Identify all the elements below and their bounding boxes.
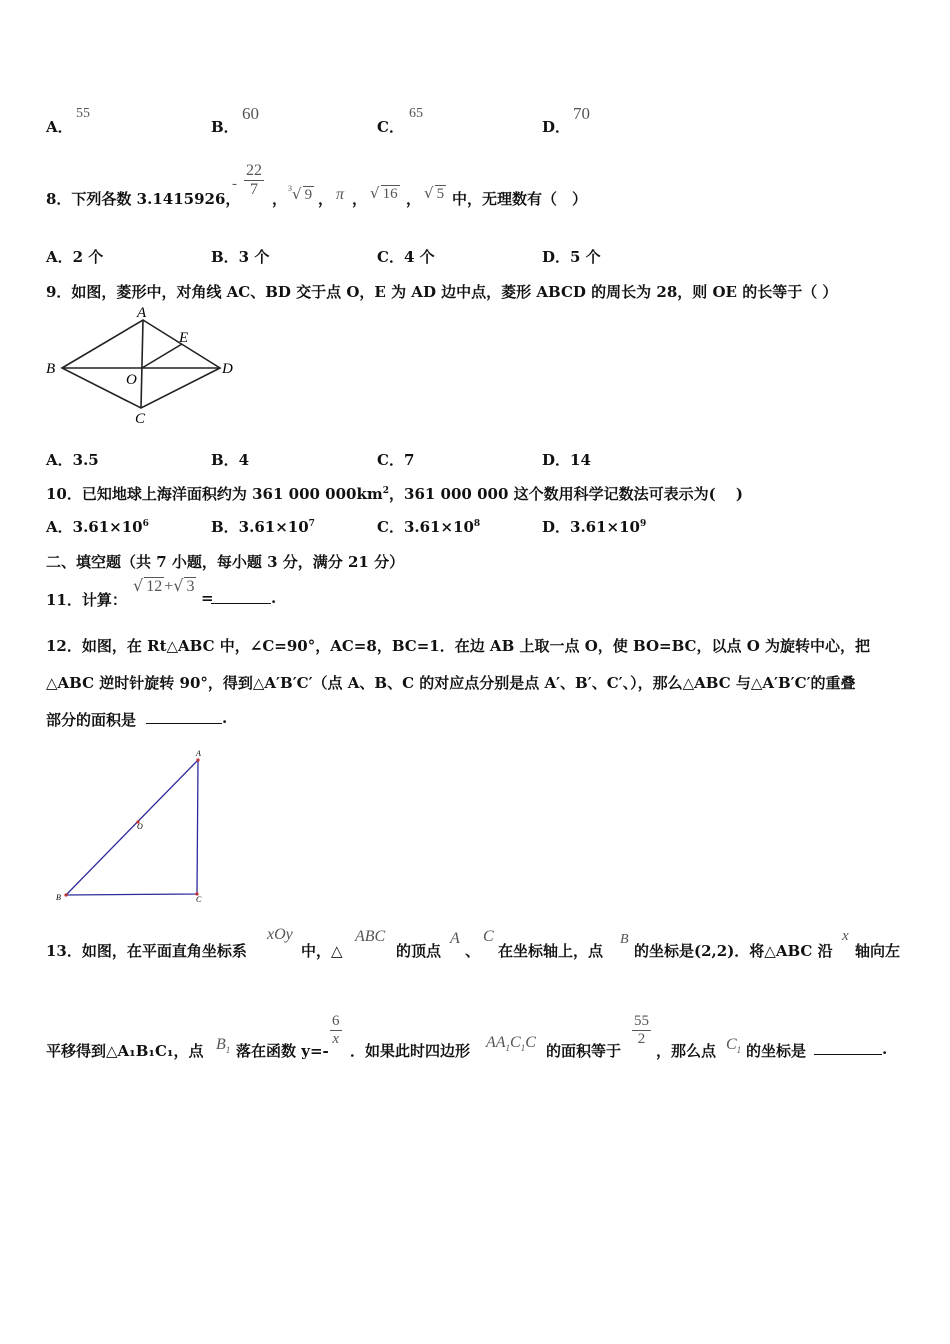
q10-option-a [46, 516, 149, 537]
q10-stem-post: ，361 000 000 这个数用科学记数法可表示为( ) [389, 485, 744, 503]
q8-sqrt16 [370, 184, 400, 203]
radical-icon: √ [424, 184, 434, 202]
q13-b1-sub: 1 [225, 1045, 231, 1056]
point-a [196, 758, 199, 761]
q13-b: B [620, 932, 629, 947]
section-2-title: 二、填空题（共 7 小题，每小题 3 分，满分 21 分） [46, 553, 405, 571]
q12-line-1: 12．如图，在 Rt△ABC 中，∠C=90°，AC=8，BC=1．在边 AB 上取一点 O，使 BO=BC，以点 O 为旋转中心，把 [46, 637, 870, 655]
q13-line2-b: 落在函数 y=- [236, 1042, 329, 1060]
q13-c: C [483, 928, 494, 945]
q13-end: . [882, 1040, 888, 1058]
q9-option-b: B．4 [211, 451, 250, 469]
q8-stem: 8．下列各数 3.1415926， [46, 190, 241, 208]
q13-c1-letter: C [726, 1036, 737, 1053]
q8-frac-num: 22 [244, 162, 264, 181]
q12-end: . [222, 709, 228, 727]
q7-option-b-value: 60 [242, 104, 259, 123]
q8-sqrt5-value: 5 [436, 186, 445, 202]
q8-comma-3: ， [352, 190, 368, 208]
q10-option-d [542, 516, 646, 537]
q13-x: x [842, 928, 849, 944]
q7-option-c-label: C． [377, 118, 404, 136]
q10-option-b-base: B．3.61×10 [211, 518, 309, 536]
q7-option-d-label: D． [542, 118, 571, 136]
q9-option-a: A．3.5 [46, 451, 99, 469]
q7-option-d-value: 70 [573, 104, 590, 123]
q8-minus: - [232, 176, 237, 192]
label-c: C [135, 411, 146, 426]
q13-c1-sub: 1 [736, 1045, 742, 1056]
q11-prefix: 11．计算： [46, 591, 127, 609]
q10-option-b [211, 516, 315, 537]
q10-option-c-exp: 8 [473, 519, 481, 529]
q13-line2-f: 的坐标是 [746, 1042, 807, 1060]
q13-area-num: 55 [632, 1013, 651, 1031]
point-b [64, 893, 67, 896]
q8-comma-4: ， [406, 190, 422, 208]
q10-option-c-base: C．3.61×10 [377, 518, 474, 536]
q13-line2-a: 平移得到△A₁B₁C₁，点 [46, 1042, 204, 1060]
label-a: A [137, 306, 147, 321]
triangle-abc [66, 760, 198, 895]
q10-option-b-exp: 7 [308, 519, 315, 529]
q13-c1 [726, 1036, 741, 1055]
q12-line-3: 部分的面积是 [46, 711, 137, 729]
q7-option-c-value: 65 [409, 106, 423, 121]
q13-area-den: 2 [637, 1031, 646, 1048]
q13-line2-c: ．如果此时四边形 [350, 1042, 471, 1060]
q8-option-d: D．5 个 [542, 248, 601, 266]
q10-option-a-base: A．3.61×10 [46, 518, 143, 536]
q13-quad-sub1: 1 [505, 1043, 511, 1054]
q8-frac-den: 7 [250, 181, 258, 199]
q11-expression [133, 576, 196, 596]
q8-sqrt5 [424, 184, 446, 203]
q13-b1-letter: B [216, 1036, 226, 1053]
q13-xoy: xOy [267, 926, 293, 943]
q11-end: . [271, 589, 277, 607]
q11-answer-blank[interactable] [211, 589, 271, 604]
q9-option-c: C．7 [377, 451, 415, 469]
q10-stem-pre: 10．已知地球上海洋面积约为 361 000 000km [46, 485, 383, 503]
q10-option-d-exp: 9 [639, 519, 647, 529]
label-b: B [56, 893, 61, 902]
q13-abc: ABC [355, 928, 386, 945]
q13-answer-blank[interactable] [814, 1040, 882, 1055]
label-c: C [196, 895, 202, 904]
q13-part-5: 的坐标是(2,2)．将△ABC 沿 [634, 942, 833, 960]
q10-stem [46, 483, 743, 504]
q7-option-a-label: A． [46, 118, 73, 136]
diagonal-ac [141, 320, 143, 408]
q12-line-2: △ABC 逆时针旋转 90°，得到△A′B′C′（点 A、B、C 的对应点分别是点 A′、B′、C′、），那么△ABC 与△A′B′C′的重叠 [46, 674, 856, 692]
q8-option-b: B．3 个 [211, 248, 270, 266]
q13-area-fraction [632, 1013, 651, 1049]
q8-comma-1: ， [272, 190, 288, 208]
radical-icon: √ [173, 576, 184, 595]
q9-stem: 9．如图，菱形中，对角线 AC、BD 交于点 O，E 为 AD 边中点，菱形 ABCD 的周长为 28，则 OE 的长等于（ ） [46, 283, 838, 301]
q11-radicand-2: 3 [186, 578, 195, 595]
rhombus-figure [40, 306, 240, 426]
label-a: A [196, 749, 201, 758]
radical-icon: √ [370, 184, 380, 202]
q13-fraction [330, 1013, 342, 1049]
q7-option-b-label: B． [211, 118, 239, 136]
q13-sep: 、 [465, 942, 481, 960]
q8-sqrt16-value: 16 [382, 186, 398, 202]
label-o: O [137, 822, 143, 831]
q13-frac-num: 6 [330, 1013, 342, 1031]
q8-pi: π [336, 186, 345, 203]
q8-stem-tail: 中，无理数有（ ） [452, 190, 588, 208]
q8-comma-2: ， [318, 190, 334, 208]
q9-option-d: D．14 [542, 451, 591, 469]
label-b: B [46, 361, 56, 377]
segment-oe [142, 344, 182, 368]
label-d: D [222, 361, 233, 377]
label-o: O [126, 372, 137, 388]
q13-frac-den: x [332, 1031, 340, 1048]
q8-option-a: A．2 个 [46, 248, 104, 266]
q11-equals: = [201, 589, 214, 607]
q8-cbrt [288, 184, 314, 204]
q10-stem-sup: 2 [382, 486, 390, 496]
q13-part-3: 的顶点 [396, 942, 442, 960]
label-e: E [179, 330, 189, 346]
q7-option-a-value: 55 [76, 106, 90, 121]
q13-part-2: 中，△ [301, 942, 343, 960]
q8-fraction [244, 162, 264, 200]
q8-cbrt-value: 9 [304, 187, 313, 203]
q8-cbrt-index: 3 [288, 184, 292, 193]
q12-answer-blank[interactable] [146, 709, 222, 724]
q13-line2-d: 的面积等于 [546, 1042, 622, 1060]
radical-icon: √ [133, 576, 144, 595]
q13-quad-end: C [525, 1034, 536, 1051]
q13-line2-e: ，那么点 [656, 1042, 717, 1060]
right-triangle-figure [50, 745, 220, 910]
q13-part-1: 13．如图，在平面直角坐标系 [46, 942, 247, 960]
q11-plus: + [164, 578, 174, 595]
q11-radicand-1: 12 [146, 578, 163, 595]
q13-part-4: 在坐标轴上，点 [498, 942, 604, 960]
q10-option-a-exp: 6 [142, 519, 149, 529]
radical-icon: √ [292, 185, 302, 203]
q13-quad-sub2: 1 [520, 1043, 526, 1054]
q13-quadrilateral [486, 1034, 536, 1053]
q13-part-6: 轴向左 [855, 942, 901, 960]
q13-quad-c: C [510, 1034, 521, 1051]
q13-quad-aa: AA [486, 1034, 506, 1051]
q13-b1 [216, 1036, 230, 1055]
q10-option-d-base: D．3.61×10 [542, 518, 640, 536]
q8-option-c: C．4 个 [377, 248, 435, 266]
q10-option-c [377, 516, 480, 537]
q13-a: A [450, 930, 460, 947]
